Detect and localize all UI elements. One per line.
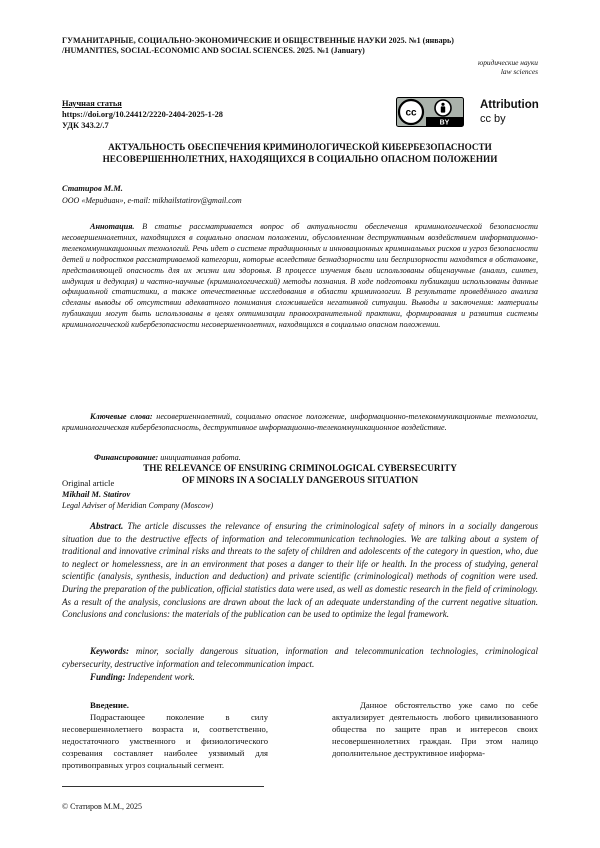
abstract-ru-label: Аннотация. <box>90 222 135 231</box>
title-ru-line1: АКТУАЛЬНОСТЬ ОБЕСПЕЧЕНИЯ КРИМИНОЛОГИЧЕСКОЙ КИБЕРБЕЗОПАСНОСТИ <box>108 142 492 152</box>
article-title-ru <box>62 141 538 165</box>
affiliation-ru: ООО «Меридиан», e-mail: mikhailstatirov@gmail.com <box>62 196 242 205</box>
keywords-ru <box>62 412 538 434</box>
title-en-line2: OF MINORS IN A SOCIALLY DANGEROUS SITUATION <box>181 475 419 485</box>
article-type-en: Original article <box>62 478 115 488</box>
author-ru: Статиров М.М. <box>62 184 123 193</box>
column-right-text: Данное обстоятельство уже само по себе актуализирует деятельность любого цивилизованного общества по защите прав и интересов своих несовершеннолетних граждан. При этом налицо дополнительное деструктивное информа- <box>332 700 538 758</box>
column-left-text: Подрастающее поколение в силу несовершеннолетнего возраста и, соответственно, недостаточного умственного и физиологического созревания составляет наиболее уязвимый для противоправных угроз социальный сегмент. <box>62 712 268 770</box>
abstract-en <box>62 520 538 621</box>
keywords-en-label: Keywords: <box>90 646 129 656</box>
udk-code: УДК 343.2/.7 <box>62 121 109 130</box>
section-ru: юридические науки <box>477 58 538 67</box>
attribution-label <box>480 99 539 126</box>
cc-badge-text: cc <box>405 107 417 119</box>
attribution-title: Attribution <box>480 99 539 111</box>
running-header <box>62 36 562 56</box>
journal-title-en: /HUMANITIES, SOCIAL-ECONOMIC AND SOCIAL SCIENCES. 2025. №1 (January) <box>62 46 365 55</box>
funding-ru-text: инициативная работа. <box>160 453 241 462</box>
cc-by-badge-icon <box>396 97 464 127</box>
keywords-en <box>62 645 538 670</box>
journal-title-ru: ГУМАНИТАРНЫЕ, СОЦИАЛЬНО-ЭКОНОМИЧЕСКИЕ И ОБЩЕСТВЕННЫЕ НАУКИ 2025. №1 (январь) <box>62 36 454 45</box>
column-right <box>332 699 538 759</box>
doi-link[interactable]: https://doi.org/10.24412/2220-2404-2025-1-28 <box>62 110 223 119</box>
column-left <box>62 699 268 771</box>
funding-en <box>62 671 538 684</box>
footnote-divider <box>62 786 264 787</box>
abstract-en-label: Abstract. <box>90 521 124 531</box>
abstract-ru-text: В статье рассматривается вопрос об актуальности обеспечения криминологической безопасности несовершеннолетних, находящихся в социально опасном положении, обусловленном деструктивным воздействием информационно-телекоммуникационных технологий. Речь идет о системе традиционных и инновационных криминальных рисков и угроз безопасности детей и подростков рассматриваемой категории, которые вследствие безнадзорности или беспризорности находятся в обстановке, представляющей опасность для их жизни или здоровья. В процессе изучения были использованы общенаучные (анализ, синтез, индукция и дедукция) и частно-научные (криминологический) методы познания. В ходе подготовки публикации использованы данные официальной статистики, а также отечественные исследования в области криминологии. В результате проведённого анализа сделаны выводы об отсутствии адекватного понимания сложившейся негативной ситуации. Выводы и заключения: материалы публикации могут быть использованы в целях оптимизации правоохранительной практики, формирования и развития системы криминологической кибербезопасности несовершеннолетних, находящихся в социально опасном положении. <box>62 222 538 330</box>
article-meta <box>62 98 223 131</box>
article-type: Научная статья <box>62 99 122 108</box>
funding-en-text: Independent work. <box>127 672 195 682</box>
funding-en-label: Funding: <box>90 672 126 682</box>
cc-by-text: cc by <box>480 113 506 125</box>
title-en-line1: THE RELEVANCE OF ENSURING CRIMINOLOGICAL CYBERSECURITY <box>143 463 457 473</box>
title-ru-line2: НЕСОВЕРШЕННОЛЕТНИХ, НАХОДЯЩИХСЯ В СОЦИАЛЬНО ОПАСНОМ ПОЛОЖЕНИИ <box>102 154 498 164</box>
by-badge-text: BY <box>439 119 450 127</box>
funding-ru-label: Финансирование: <box>94 453 159 462</box>
affiliation-en: Legal Adviser of Meridian Company (Moscow) <box>62 501 214 510</box>
section-label <box>478 58 538 76</box>
keywords-ru-label: Ключевые слова: <box>90 412 153 421</box>
author-en: Mikhail M. Statirov <box>62 490 131 499</box>
title-en-block <box>62 462 538 486</box>
section-en: law sciences <box>500 67 538 76</box>
copyright-footnote: © Статиров М.М., 2025 <box>62 802 143 811</box>
abstract-en-text: The article discusses the relevance of ensuring the criminological safety of minors in a socially dangerous situation due to the destructive effects of information and telecommunication technologies. We are talking about a system of traditional and innovative criminal risks and threats to the safety of children and adolescents of the category in question, who, due to neglect or homelessness, are in an environment that poses a danger to their life or health. In the process of studying, general scientific (analysis, synthesis, induction and deduction) and private scientific (criminological) methods of cognition were used. During the preparation of the publication, official statistics data were used, as well as domestic research in the field of criminology. As a result of the analysis, conclusions are drawn about the lack of an adequate understanding of the current negative situation. Conclusions and conclusions: the materials of the publication can be used to optimize the legal framework. <box>62 521 538 620</box>
keywords-en-text: minor, socially dangerous situation, information and telecommunication technologies, criminological cybersecurity, destructive information and telecommunication impact. <box>62 646 539 669</box>
abstract-ru <box>62 222 538 331</box>
keywords-ru-text: несовершеннолетний, социально опасное положение, информационно-телекоммуникационные технологии, криминологическая кибербезопасность, деструктивное информационно-телекоммуникационное воздействие. <box>62 412 538 432</box>
intro-heading: Введение. <box>90 700 130 710</box>
